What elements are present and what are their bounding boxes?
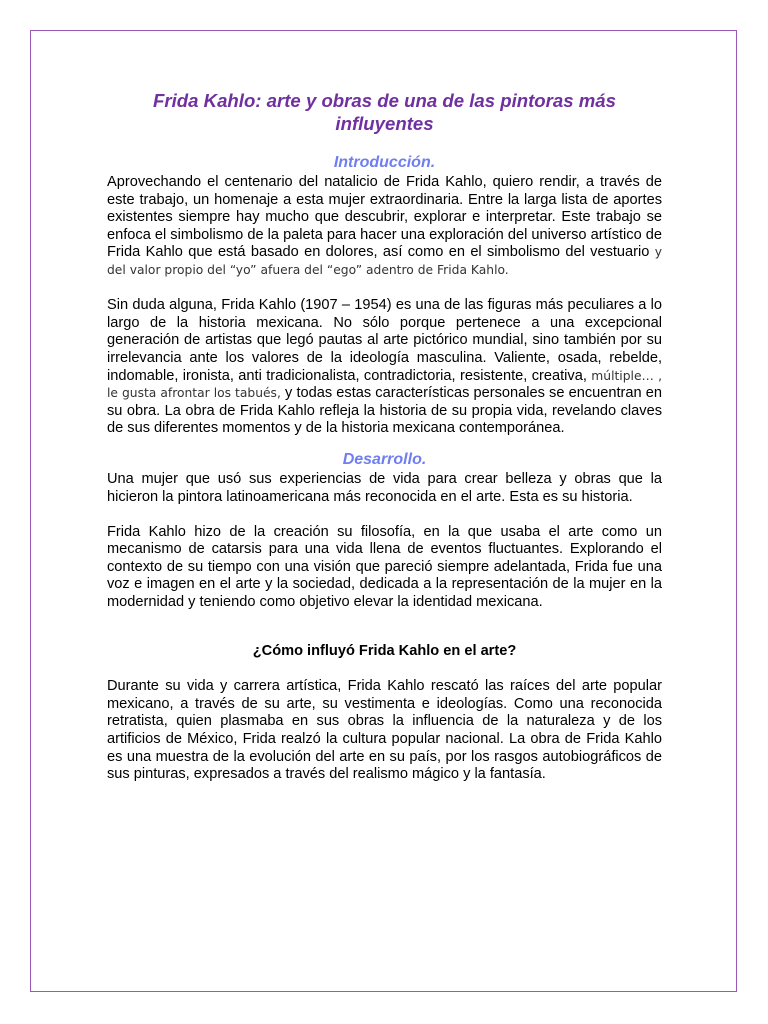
intro-paragraph-2: [107, 297, 662, 438]
development-paragraph-3: Durante su vida y carrera artística, Frida Kahlo rescató las raíces del arte popular mexicano, a través de su arte, su vestimenta e ideologías. Como una reconocida retratista, quien plasmaba en sus obras la influencia de la naturaleza y de los artificios de México, Frida realzó la cultura popular nacional. La obra de Frida Kahlo es una muestra de la evolución del arte en su país, por los rasgos autobiográficos de sus pinturas, expresados a través del realismo mágico y la fantasía.: [107, 678, 662, 783]
intro-paragraph-2-soft: múltiple… , le gusta afrontar los tabués,: [107, 368, 662, 401]
paragraph-gap: [107, 506, 662, 524]
document-title: Frida Kahlo: arte y obras de una de las pintoras más influyentes: [153, 90, 616, 134]
development-paragraph-2: Frida Kahlo hizo de la creación su filosofía, en la que usaba el arte como un mecanismo de catarsis para una vida llena de eventos fluctuantes. Explorando el contexto de su tiempo con una visión que pareció siempre adelantada, Frida fue una voz e imagen en el arte y la sociedad, dedicada a la representación de la mujer en la modernidad y teniendo como objetivo elevar la identidad mexicana.: [107, 523, 662, 611]
section-gap: [107, 438, 662, 450]
intro-paragraph-1-text: Aprovechando el centenario del natalicio de Frida Kahlo, quiero rendir, a través de este trabajo, un homenaje a esta mujer extraordinaria. Entre la larga lista de aportes existentes siempre hay mucho que descubrir, explorar e interpretar. Este trabajo se enfoca el simbolismo de la paleta para hacer una exploración del universo artístico de Frida Kahlo que está basado en dolores, así como en el simbolismo del vestuario: [107, 174, 662, 261]
intro-paragraph-1-tail: y del valor propio del “yo” afuera del “ego” adentro de Frida Kahlo.: [107, 245, 662, 277]
paragraph-gap: [107, 660, 662, 678]
development-paragraph-1: Una mujer que usó sus experiencias de vida para crear belleza y obras que la hicieron la pintora latinoamericana más reconocida en el arte. Esta es su historia.: [107, 470, 662, 505]
intro-paragraph-2-text: Sin duda alguna, Frida Kahlo (1907 – 1954) es una de las figuras más peculiares a lo largo de la historia mexicana. No sólo porque pertenece a una excepcional generación de artistas que legó pautas al arte pictórico mundial, sino también por su irrelevancia ante los valores de la ideología masculina. Valiente, osada, rebelde, indomable, ironista, anti tradicionalista, contradictoria, resistente, creativa,: [107, 297, 662, 384]
question-heading: ¿Cómo influyó Frida Kahlo en el arte?: [252, 642, 517, 659]
paragraph-gap: [107, 280, 662, 298]
intro-paragraph-2-tail: y todas estas características personales se encuentran en su obra. La obra de Frida Kahlo refleja la historia de su propia vida, revelando claves de sus diferentes momentos y de la historia mexicana contemporánea.: [107, 385, 662, 437]
document-body: [107, 90, 662, 784]
intro-paragraph-1: [107, 174, 662, 280]
development-heading: Desarrollo.: [342, 450, 427, 468]
paragraph-gap: [107, 612, 662, 643]
intro-heading: Introducción.: [333, 154, 436, 171]
